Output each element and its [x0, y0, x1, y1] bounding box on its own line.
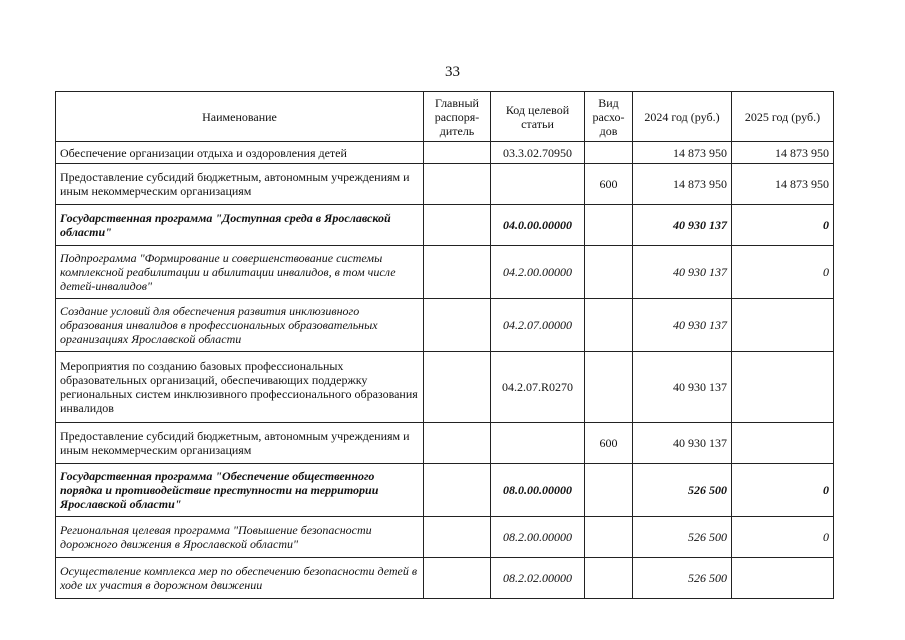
row-name: Предоставление субсидий бюджетным, автономным учреждениям и иным некоммерческим организациям	[56, 164, 424, 205]
row-name: Региональная целевая программа "Повышение безопасности дорожного движения в Ярославской области"	[56, 517, 424, 558]
row-name: Государственная программа "Доступная среда в Ярославской области"	[56, 205, 424, 246]
row-name: Подпрограмма "Формирование и совершенствование системы комплексной реабилитации и абилитации инвалидов, в том числе детей-инвалидов"	[56, 246, 424, 299]
row-manager	[424, 464, 491, 517]
row-amount-2025: 0	[732, 205, 834, 246]
row-name: Создание условий для обеспечения развития инклюзивного образования инвалидов в профессиональных образовательных организациях Ярославской области	[56, 299, 424, 352]
header-expense-type: Вид расхо-дов	[585, 92, 633, 142]
table-row	[56, 246, 834, 299]
table-row	[56, 142, 834, 164]
row-manager	[424, 246, 491, 299]
header-name: Наименование	[56, 92, 424, 142]
row-amount-2025	[732, 423, 834, 464]
header-2025: 2025 год (руб.)	[732, 92, 834, 142]
row-manager	[424, 205, 491, 246]
row-expense-type	[585, 246, 633, 299]
header-manager: Главный распоря-дитель	[424, 92, 491, 142]
row-code: 04.0.00.00000	[491, 205, 585, 246]
row-expense-type: 600	[585, 164, 633, 205]
row-amount-2025	[732, 352, 834, 423]
row-expense-type	[585, 517, 633, 558]
row-expense-type	[585, 299, 633, 352]
table-row	[56, 164, 834, 205]
table-row	[56, 423, 834, 464]
row-name: Предоставление субсидий бюджетным, автономным учреждениям и иным некоммерческим организациям	[56, 423, 424, 464]
row-manager	[424, 558, 491, 599]
row-amount-2025: 0	[732, 246, 834, 299]
row-code	[491, 423, 585, 464]
row-amount-2025: 14 873 950	[732, 164, 834, 205]
table-row	[56, 352, 834, 423]
row-amount-2024: 40 930 137	[633, 423, 732, 464]
row-code	[491, 164, 585, 205]
row-amount-2024: 526 500	[633, 517, 732, 558]
row-code: 04.2.07.R0270	[491, 352, 585, 423]
row-name: Мероприятия по созданию базовых профессиональных образовательных организаций, обеспечивающих поддержку региональных систем инклюзивного профессионального образования инвалидов	[56, 352, 424, 423]
row-expense-type	[585, 205, 633, 246]
row-amount-2024: 40 930 137	[633, 246, 732, 299]
table-row	[56, 299, 834, 352]
row-amount-2024: 14 873 950	[633, 164, 732, 205]
row-amount-2025	[732, 558, 834, 599]
header-code: Код целевой статьи	[491, 92, 585, 142]
budget-table	[55, 91, 834, 599]
row-code: 03.3.02.70950	[491, 142, 585, 164]
row-manager	[424, 142, 491, 164]
table-row	[56, 517, 834, 558]
row-manager	[424, 164, 491, 205]
row-code: 08.0.00.00000	[491, 464, 585, 517]
row-amount-2025: 0	[732, 517, 834, 558]
row-expense-type	[585, 142, 633, 164]
row-code: 08.2.02.00000	[491, 558, 585, 599]
table-header-row	[56, 92, 834, 142]
row-amount-2025: 14 873 950	[732, 142, 834, 164]
row-manager	[424, 423, 491, 464]
row-code: 04.2.00.00000	[491, 246, 585, 299]
row-amount-2025	[732, 299, 834, 352]
row-amount-2025: 0	[732, 464, 834, 517]
row-expense-type: 600	[585, 423, 633, 464]
row-manager	[424, 299, 491, 352]
row-amount-2024: 526 500	[633, 558, 732, 599]
row-expense-type	[585, 352, 633, 423]
row-amount-2024: 14 873 950	[633, 142, 732, 164]
table-row	[56, 464, 834, 517]
table-row	[56, 205, 834, 246]
row-amount-2024: 526 500	[633, 464, 732, 517]
row-expense-type	[585, 464, 633, 517]
row-amount-2024: 40 930 137	[633, 299, 732, 352]
row-code: 04.2.07.00000	[491, 299, 585, 352]
row-name: Осуществление комплекса мер по обеспечению безопасности детей в ходе их участия в дорожном движении	[56, 558, 424, 599]
row-manager	[424, 352, 491, 423]
row-amount-2024: 40 930 137	[633, 352, 732, 423]
header-2024: 2024 год (руб.)	[633, 92, 732, 142]
page-number: 33	[445, 64, 460, 80]
row-expense-type	[585, 558, 633, 599]
row-manager	[424, 517, 491, 558]
table-row	[56, 558, 834, 599]
row-name: Обеспечение организации отдыха и оздоровления детей	[56, 142, 424, 164]
row-code: 08.2.00.00000	[491, 517, 585, 558]
row-amount-2024: 40 930 137	[633, 205, 732, 246]
row-name: Государственная программа "Обеспечение общественного порядка и противодействие преступности на территории Ярославской области"	[56, 464, 424, 517]
